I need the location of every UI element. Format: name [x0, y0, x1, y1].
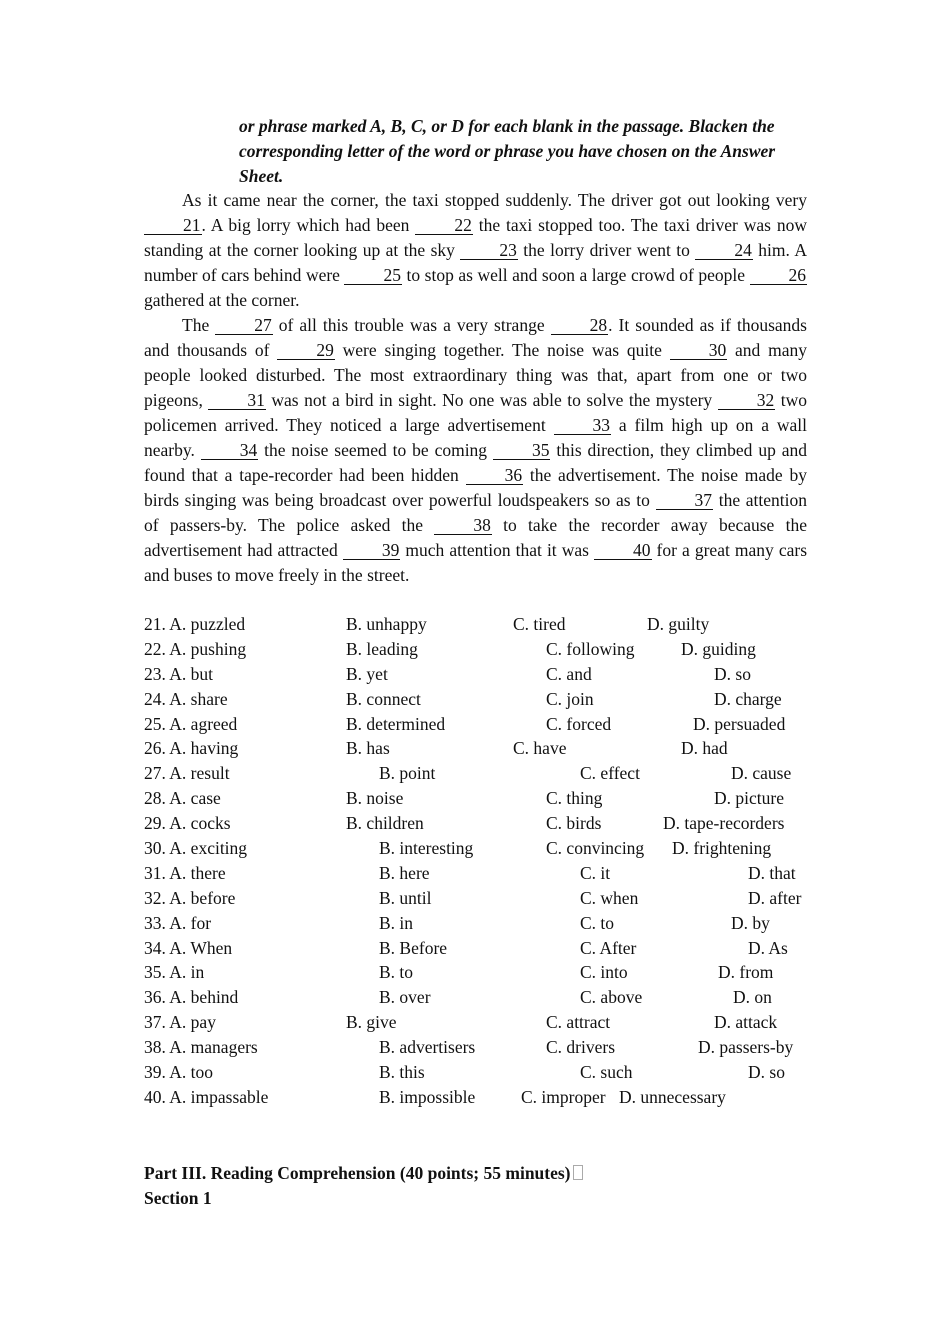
passage-text: . It sounded as if thousands and thousands of — [144, 315, 807, 360]
blank-22: 22 — [415, 216, 473, 235]
blank-37: 37 — [656, 491, 714, 510]
question-option-d: D. charge — [714, 688, 782, 709]
question-option-b: B. interesting — [379, 838, 474, 859]
blank-25: 25 — [344, 266, 402, 285]
question-row — [144, 886, 824, 911]
question-option-d: D. frightening — [672, 838, 772, 859]
passage-text: of all this trouble was a very strange — [272, 315, 551, 335]
blank-40: 40 — [594, 541, 652, 560]
passage-text: to stop as well and soon a large crowd of people — [401, 265, 750, 285]
instructions: or phrase marked A, B, C, or D for each blank in the passage. Blacken the corresponding letter of the word or phrase you have chosen on the Answer Sheet. — [239, 116, 776, 186]
question-option-b: B. Before — [379, 937, 448, 958]
question-row — [144, 761, 824, 786]
question-row — [144, 1035, 824, 1060]
question-row — [144, 1085, 824, 1110]
blank-29: 29 — [277, 341, 335, 360]
question-option-b: B. has — [346, 738, 390, 759]
question-row — [144, 836, 824, 861]
question-option-c: C. have — [513, 738, 567, 759]
question-row — [144, 612, 824, 637]
passage-text: the noise seemed to be coming — [258, 440, 493, 460]
passage-text: two policemen arrived. They noticed a large advertisement — [144, 390, 807, 435]
part-heading-block — [144, 1161, 583, 1211]
question-option-d: D. so — [748, 1062, 785, 1083]
passage-text: the lorry driver went to — [517, 240, 696, 260]
question-option-b: B. determined — [346, 713, 446, 734]
question-option-c: C. it — [580, 862, 611, 883]
passage-text: was not a bird in sight. No one was able to solve the mystery — [265, 390, 718, 410]
question-option-d: D. passers-by — [698, 1037, 794, 1058]
blank-30: 30 — [670, 341, 728, 360]
question-option-c: C. attract — [546, 1012, 611, 1033]
question-option-c: C. following — [546, 638, 635, 659]
question-option-d: D. guiding — [681, 638, 756, 659]
question-option-c: C. such — [580, 1062, 633, 1083]
question-option-b: B. unhappy — [346, 614, 427, 634]
question-option-c: C. forced — [546, 713, 612, 734]
question-row — [144, 911, 824, 936]
passage-text: this direction, they climbed up and found that a tape-recorder had been hidden — [144, 440, 807, 485]
blank-21: 21 — [144, 216, 202, 235]
question-option-c: C. into — [580, 962, 628, 983]
question-row — [144, 687, 824, 712]
passage-text: him. A number of cars behind were — [144, 240, 807, 285]
question-row — [144, 936, 824, 961]
passage-paragraph-2 — [144, 313, 807, 588]
answer-options — [144, 612, 824, 1110]
passage-text: the advertisement. The noise made by birds singing was being broadcast over powerful loudspeakers so as to — [144, 465, 807, 510]
blank-38: 38 — [434, 516, 492, 535]
question-option-b: B. here — [379, 862, 430, 883]
question-option-b: B. noise — [346, 788, 404, 809]
question-option-c: C. above — [580, 987, 643, 1008]
question-option-d: D. tape-recorders — [663, 813, 785, 834]
question-option-a: 40. A. impassable — [144, 1086, 269, 1107]
blank-32: 32 — [718, 391, 776, 410]
question-option-a: 36. A. behind — [144, 987, 239, 1008]
question-option-b: B. advertisers — [379, 1037, 476, 1058]
question-option-a: 33. A. for — [144, 912, 212, 933]
question-row — [144, 637, 824, 662]
question-option-d: D. guilty — [647, 614, 710, 634]
question-option-c: C. and — [546, 663, 592, 684]
question-option-a: 23. A. but — [144, 663, 214, 684]
question-option-a: 38. A. managers — [144, 1037, 258, 1058]
passage-text: to take the recorder away because the advertisement had attracted — [144, 515, 807, 560]
question-option-d: D. picture — [714, 788, 784, 809]
question-row — [144, 960, 824, 985]
question-option-a: 39. A. too — [144, 1062, 214, 1083]
passage-text: much attention that it was — [400, 540, 594, 560]
question-option-b: B. give — [346, 1012, 397, 1033]
question-row — [144, 811, 824, 836]
question-option-a: 35. A. in — [144, 962, 205, 983]
question-row — [144, 662, 824, 687]
question-option-a: 31. A. there — [144, 862, 226, 883]
question-option-b: B. leading — [346, 638, 418, 659]
blank-31: 31 — [208, 391, 266, 410]
blank-26: 26 — [750, 266, 808, 285]
question-option-d: D. unnecessary — [619, 1086, 726, 1107]
question-option-b: B. connect — [346, 688, 421, 709]
question-option-a: 26. A. having — [144, 738, 239, 759]
question-option-b: B. point — [379, 763, 436, 784]
blank-24: 24 — [695, 241, 753, 260]
question-option-a: 29. A. cocks — [144, 813, 231, 834]
cloze-passage — [144, 188, 807, 588]
question-option-d: D. from — [718, 962, 774, 983]
question-option-a: 32. A. before — [144, 887, 236, 908]
missing-glyph-box — [573, 1165, 583, 1180]
passage-text: the taxi stopped too. The taxi driver was now standing at the corner looking up at the sky — [144, 215, 807, 260]
question-option-a: 28. A. case — [144, 788, 221, 809]
question-option-d: D. persuaded — [693, 713, 786, 734]
passage-paragraph-1 — [144, 188, 807, 313]
question-option-c: C. improper — [521, 1086, 606, 1107]
question-option-a: 24. A. share — [144, 688, 228, 709]
question-option-c: C. when — [580, 887, 639, 908]
question-row — [144, 786, 824, 811]
question-option-b: B. over — [379, 987, 431, 1008]
question-option-a: 21. A. puzzled — [144, 614, 246, 634]
question-option-c: C. birds — [546, 813, 602, 834]
blank-28: 28 — [551, 316, 609, 335]
part-heading: Part III. Reading Comprehension (40 points; 55 minutes) — [144, 1161, 583, 1186]
question-option-b: B. yet — [346, 663, 388, 684]
question-row — [144, 712, 824, 737]
passage-text: a film high up on a wall nearby. — [144, 415, 807, 460]
passage-text: the attention of passers-by. The police asked the — [144, 490, 807, 535]
passage-text: were singing together. The noise was quite — [334, 340, 670, 360]
blank-35: 35 — [493, 441, 551, 460]
question-row — [144, 736, 824, 761]
question-option-d: D. attack — [714, 1012, 778, 1033]
passage-text: As it came near the corner, the taxi stopped suddenly. The driver got out looking very — [182, 190, 807, 210]
blank-34: 34 — [201, 441, 259, 460]
question-row — [144, 861, 824, 886]
question-option-c: C. After — [580, 937, 637, 958]
question-option-a: 25. A. agreed — [144, 713, 238, 734]
passage-text: The — [182, 315, 216, 335]
question-row — [144, 1060, 824, 1085]
question-option-c: C. effect — [580, 763, 640, 784]
passage-text: for a great many cars and buses to move freely in the street. — [144, 540, 808, 585]
question-option-d: D. cause — [731, 763, 792, 784]
question-option-c: C. drivers — [546, 1037, 616, 1058]
question-option-d: D. after — [748, 887, 802, 908]
passage-text: and many people looked disturbed. The most extraordinary thing was that, apart from one or two pigeons, — [144, 340, 807, 410]
question-option-a: 30. A. exciting — [144, 838, 248, 859]
question-option-b: B. to — [379, 962, 414, 983]
passage-text: gathered at the corner. — [144, 290, 300, 310]
question-option-d: D. on — [733, 987, 772, 1008]
question-option-c: C. tired — [513, 614, 566, 634]
question-option-b: B. this — [379, 1062, 425, 1083]
question-option-b: B. until — [379, 887, 432, 908]
question-option-d: D. had — [681, 738, 728, 759]
blank-36: 36 — [466, 466, 524, 485]
question-option-d: D. As — [748, 937, 788, 958]
question-option-c: C. thing — [546, 788, 603, 809]
blank-33: 33 — [554, 416, 612, 435]
question-option-c: C. convincing — [546, 838, 645, 859]
question-option-a: 27. A. result — [144, 763, 230, 784]
question-option-c: C. to — [580, 912, 615, 933]
question-option-a: 37. A. pay — [144, 1012, 216, 1033]
blank-23: 23 — [460, 241, 518, 260]
question-row — [144, 985, 824, 1010]
blank-39: 39 — [343, 541, 401, 560]
question-option-b: B. in — [379, 912, 414, 933]
passage-text: . A big lorry which had been — [201, 215, 416, 235]
question-option-a: 22. A. pushing — [144, 638, 247, 659]
question-option-d: D. so — [714, 663, 751, 684]
question-option-b: B. children — [346, 813, 424, 834]
question-option-d: D. that — [748, 862, 796, 883]
question-option-b: B. impossible — [379, 1086, 476, 1107]
section-heading: Section 1 — [144, 1188, 212, 1208]
question-option-a: 34. A. When — [144, 937, 233, 958]
blank-27: 27 — [215, 316, 273, 335]
question-option-c: C. join — [546, 688, 594, 709]
question-row — [144, 1010, 824, 1035]
question-option-d: D. by — [731, 912, 770, 933]
